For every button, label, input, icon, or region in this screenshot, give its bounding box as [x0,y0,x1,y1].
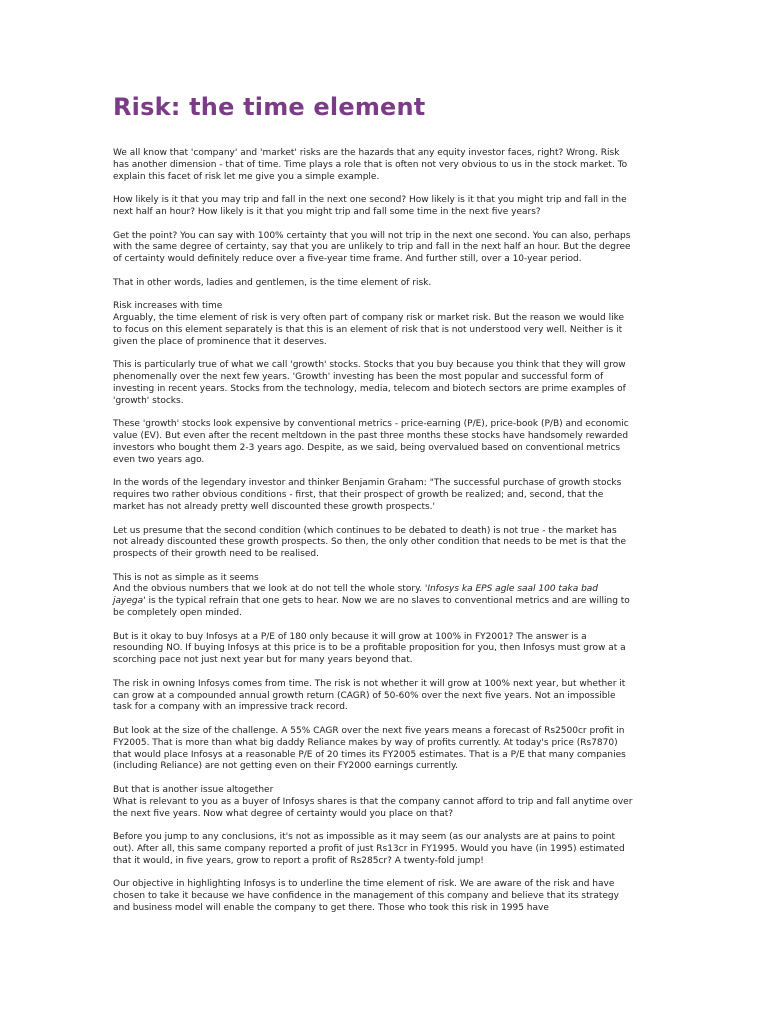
paragraph-expensive-metrics: These 'growth' stocks look expensive by conventional metrics - price-earning (P/E), price-book (P/B) and economic value (EV). But even after the recent meltdown in the past three months these stocks have handsomely rewarded investors who bought them 2-3 years ago. Despite, as we said, being overvalued based on conventional metrics even two years ago. [113,419,629,465]
paragraph-trip-questions: How likely is it that you may trip and fall in the next one second? How likely is it that you might trip and fall in the next half an hour? How likely is it that you might trip and fall some time in the next five years? [113,195,627,217]
paragraph-pe-180: But is it okay to buy Infosys at a P/E of 180 only because it will grow at 100% in FY2001? The answer is a resounding NO. If buying Infosys at this price is to be a profitable proposition for you, then Infosys must grow at a scorching pace not just next year but for many years beyond that. [113,631,626,666]
section-risk-increases [113,301,633,348]
section-heading: But that is another issue altogether [113,785,274,796]
section-body-italic: Infosys ka EPS agle saal 100 taka bad jayega [113,584,599,607]
paragraph-growth-stocks: This is particularly true of what we call 'growth' stocks. Stocks that you buy because you think that they will grow phenomenally over the next few years. 'Growth' investing has been the most popular and successful form of investing in recent years. Stocks from the technology, media, telecom and biotech sectors are prime examples of 'growth' stocks. [113,360,626,406]
paragraph-objective: Our objective in highlighting Infosys is to underline the time element of risk. We are aware of the risk and have chosen to take it because we have confidence in the management of this company and believe that its strategy and business model will enable the company to get there. Those who took this risk in 1995 have [113,879,619,913]
section-body-end: ' is the typical refrain that one gets to hear. Now we are no slaves to conventional metrics and are willing to be completely open minded. [113,596,630,619]
paragraph-time-element: That in other words, ladies and gentlemen, is the time element of risk. [113,277,432,288]
section-body: What is relevant to you as a buyer of Infosys shares is that the company cannot afford to trip and fall anytime over the next five years. Now what degree of certainty would you place on that? [113,796,633,819]
document-page [113,92,633,927]
section-body: Arguably, the time element of risk is very often part of company risk or market risk. But the reason we would like to focus on this element separately is that this is an element of risk that is not understood very well. Neither is it given the place of prominence that it deserves. [113,313,625,347]
section-body-start: And the obvious numbers that we look at do not tell the whole story. ' [113,584,428,595]
section-not-simple [113,573,633,620]
section-another-issue [113,785,633,820]
section-heading: This is not as simple as it seems [113,572,259,583]
paragraph-graham-quote: In the words of the legendary investor and thinker Benjamin Graham: "The successful purchase of growth stocks requires two rather obvious conditions - first, that their prospect of growth be realized; and, second, that the market has not already pretty well discounted these growth prospects.' [113,478,622,512]
document-title: Risk: the time element [113,93,426,121]
paragraph-second-condition: Let us presume that the second condition (which continues to be debated to death) is not true - the market has not already discounted these growth prospects. So then, the only other condition that needs to be met is that the prospects of their growth need to be realised. [113,525,627,560]
paragraph-size-of-challenge: But look at the size of the challenge. A 55% CAGR over the next five years means a forecast of Rs2500cr profit in FY2005. That is more than what big daddy Reliance makes by way of profits currently. At today's price (Rs7870) that would place Infosys at a reasonable P/E of 20 times its FY2005 estimates. That is a P/E that many companies (including Reliance) are not getting even on their FY2000 earnings currently. [113,726,626,772]
section-heading: Risk increases with time [113,301,223,312]
paragraph-intro: We all know that 'company' and 'market' risks are the hazards that any equity investor faces, right? Wrong. Risk has another dimension - that of time. Time plays a role that is often not very obvious to us in the stock market. To explain this facet of risk let me give you a simple example. [113,148,628,182]
paragraph-risk-from-time: The risk in owning Infosys comes from time. The risk is not whether it will grow at 100% next year, but whether it can grow at a compounded annual growth return (CAGR) of 50-60% over the next five years. Not an impossible task for a company with an impressive track record. [113,678,626,713]
paragraph-get-the-point: Get the point? You can say with 100% certainty that you will not trip in the next one second. You can also, perhaps with the same degree of certainty, say that you are unlikely to trip and fall in the next half an hour. But the degree of certainty would definitely reduce over a five-year time frame. And further still, over a 10-year period. [113,230,631,265]
paragraph-before-you-jump: Before you jump to any conclusions, it's not as impossible as it may seem (as our analysts are at pains to point out). After all, this same company reported a profit of just Rs13cr in FY1995. Would you have (in 1995) estimated that it would, in five years, grow to report a profit of Rs285cr? A twenty-fold jump! [113,832,625,866]
